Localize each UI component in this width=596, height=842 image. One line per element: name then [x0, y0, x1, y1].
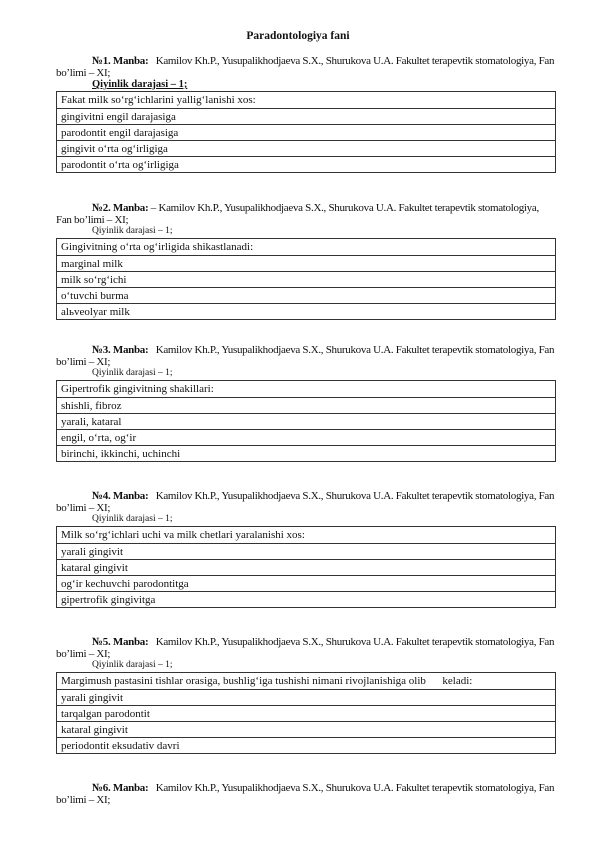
source-text: Kamilov Kh.P., Yusupalikhodjaeva S.X., Shurukova U.A. Fakultet terapevtik stomatologiya, Fan bo’limi – XI; — [56, 636, 555, 660]
answer-option: o‘tuvchi burma — [57, 288, 556, 304]
answer-option: shishli, fibroz — [57, 398, 556, 414]
question-block-2 — [56, 202, 556, 320]
answer-option: engil, o‘rta, og‘ir — [57, 430, 556, 446]
question-number: №3. — [92, 344, 111, 356]
answer-option: yarali gingivit — [57, 690, 556, 706]
answer-option: parodontit engil darajasiga — [57, 125, 556, 141]
question-block-3 — [56, 344, 556, 462]
question-text: Gipertrofik gingivitning shakillari: — [57, 381, 556, 398]
answer-option: alьveolyar milk — [57, 304, 556, 320]
source-label: Manba: — [112, 636, 149, 648]
question-source — [56, 636, 556, 660]
question-source — [56, 344, 556, 368]
page-title: Paradontologiya fani — [246, 30, 350, 42]
question-text: Margimush pastasini tishlar orasiga, bushlig‘iga tushishi nimani rivojlanishiga olib keladi: — [57, 673, 556, 690]
answer-option: periodontit eksudativ davri — [57, 738, 556, 754]
source-label: Manba: — [112, 782, 149, 794]
question-table — [56, 91, 556, 173]
question-number: №4. — [92, 490, 111, 502]
difficulty-level: Qiyinlik darajasi – 1; — [92, 514, 173, 524]
question-text: Gingivitning o‘rta og‘irligida shikastlanadi: — [57, 239, 556, 256]
difficulty-level: Qiyinlik darajasi – 1; — [92, 226, 173, 236]
question-source — [56, 202, 556, 226]
question-number: №2. — [92, 202, 111, 214]
question-block-1 — [56, 55, 556, 173]
answer-option: parodontit o‘rta og‘irligiga — [57, 157, 556, 173]
source-text: Kamilov Kh.P., Yusupalikhodjaeva S.X., Shurukova U.A. Fakultet terapevtik stomatologiya, Fan bo’limi – XI; — [56, 782, 555, 806]
question-source — [56, 782, 556, 806]
answer-option: marginal milk — [57, 256, 556, 272]
answer-option: yarali, kataral — [57, 414, 556, 430]
question-table — [56, 526, 556, 608]
source-label: Manba: — [112, 344, 149, 356]
answer-option: birinchi, ikkinchi, uchinchi — [57, 446, 556, 462]
answer-option: gipertrofik gingivitga — [57, 592, 556, 608]
question-number: №1. — [92, 55, 111, 67]
answer-option: milk so‘rg‘ichi — [57, 272, 556, 288]
difficulty-level: Qiyinlik darajasi – 1; — [92, 660, 173, 670]
question-table — [56, 672, 556, 754]
source-text: Kamilov Kh.P., Yusupalikhodjaeva S.X., Shurukova U.A. Fakultet terapevtik stomatologiya, Fan bo’limi – XI; — [56, 344, 555, 368]
answer-option: tarqalgan parodontit — [57, 706, 556, 722]
question-table — [56, 238, 556, 320]
question-block-4 — [56, 490, 556, 608]
question-text: Milk so‘rg‘ichlari uchi va milk chetlari yaralanishi xos: — [57, 527, 556, 544]
source-label: Manba: — [112, 490, 149, 502]
answer-option: gingivit o‘rta og‘irligiga — [57, 141, 556, 157]
answer-option: og‘ir kechuvchi parodontitga — [57, 576, 556, 592]
answer-option: gingivitni engil darajasiga — [57, 109, 556, 125]
difficulty-level: Qiyinlik darajasi – 1; — [92, 368, 173, 378]
question-table — [56, 380, 556, 462]
question-block-6 — [56, 782, 556, 806]
source-label: Manba: — [112, 202, 149, 214]
answer-option: kataral gingivit — [57, 560, 556, 576]
answer-option: kataral gingivit — [57, 722, 556, 738]
question-source — [56, 490, 556, 514]
source-text: – Kamilov Kh.P., Yusupalikhodjaeva S.X., Shurukova U.A. Fakultet terapevtik stomatologiya, Fan bo’limi – XI; — [56, 202, 539, 226]
question-source — [56, 55, 556, 79]
source-text: Kamilov Kh.P., Yusupalikhodjaeva S.X., Shurukova U.A. Fakultet terapevtik stomatologiya, Fan bo’limi – XI; — [56, 490, 555, 514]
question-number: №5. — [92, 636, 111, 648]
question-number: №6. — [92, 782, 111, 794]
answer-option: yarali gingivit — [57, 544, 556, 560]
question-text: Fakat milk so‘rg‘ichlarini yallig‘lanishi xos: — [57, 92, 556, 109]
question-block-5 — [56, 636, 556, 754]
source-label: Manba: — [112, 55, 149, 67]
source-text: Kamilov Kh.P., Yusupalikhodjaeva S.X., Shurukova U.A. Fakultet terapevtik stomatologiya, Fan bo’limi – XI; — [56, 55, 555, 79]
difficulty-level: Qiyinlik darajasi – 1; — [92, 79, 188, 90]
